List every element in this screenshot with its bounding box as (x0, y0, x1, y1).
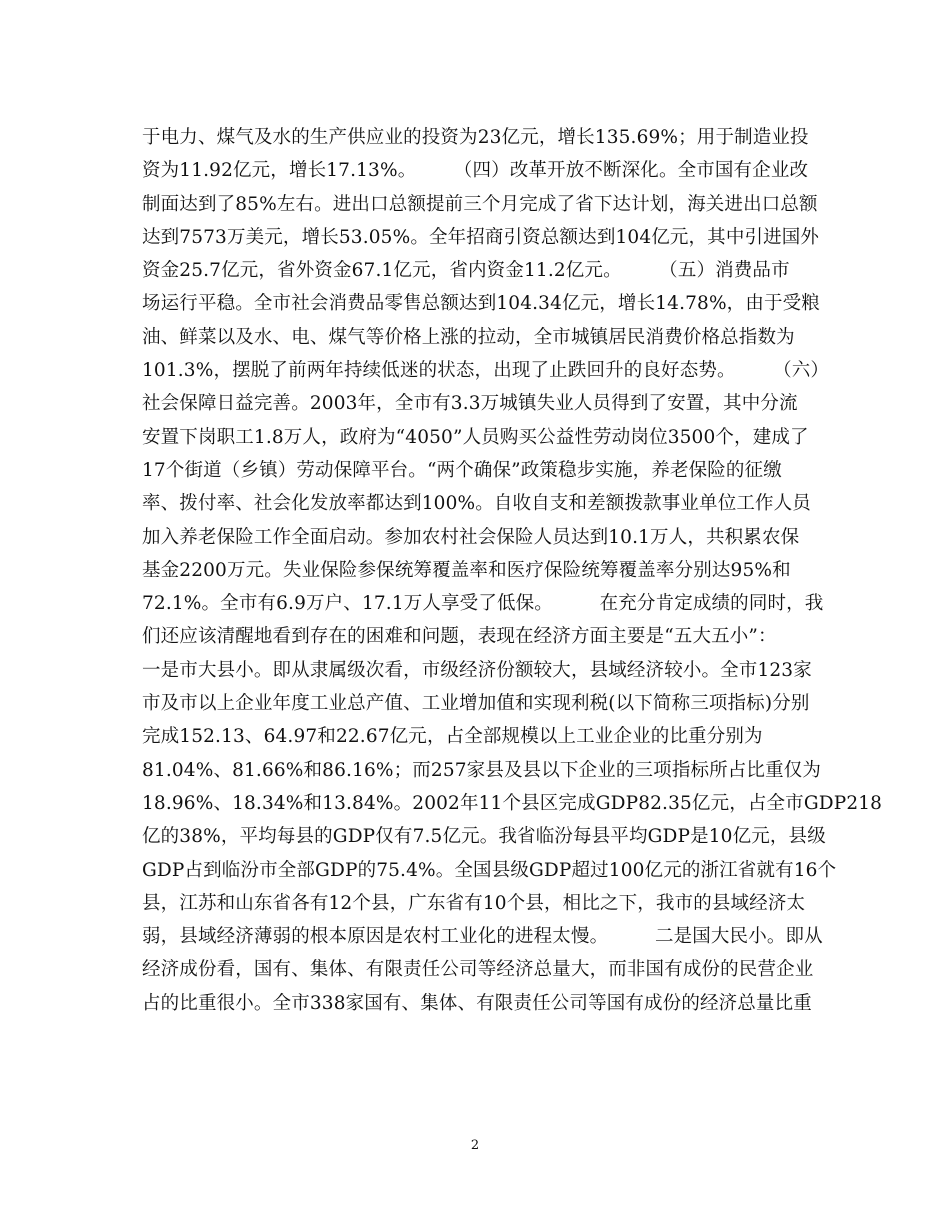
text-line: 油、鲜菜以及水、电、煤气等价格上涨的拉动，全市城镇居民消费价格总指数为 (142, 326, 795, 348)
text-line: 们还应该清醒地看到存在的困难和问题，表现在经济方面主要是“五大五小”： (142, 626, 777, 648)
body-text (142, 121, 883, 1020)
text-line: 81.04%、81.66%和86.16%；而257家县及县以下企业的三项指标所占比重仅为 (142, 759, 822, 781)
text-line: 资为11.92亿元，增长17.13%。 （四）改革开放不断深化。全市国有企业改 (142, 160, 809, 182)
text-line: 制面达到了85%左右。进出口总额提前三个月完成了省下达计划，海关进出口总额 (142, 193, 818, 215)
text-line: 安置下岗职工1.8万人，政府为“4050”人员购买公益性劳动岗位3500个，建成了 (142, 426, 809, 448)
text-line: 亿的38%，平均每县的GDP仅有7.5亿元。我省临汾每县平均GDP是10亿元，县级 (142, 826, 826, 848)
text-line: 加入养老保险工作全面启动。参加农村社会保险人员达到10.1万人，共积累农保 (142, 526, 800, 548)
text-line: 占的比重很小。全市338家国有、集体、有限责任公司等国有成份的经济总量比重 (142, 992, 812, 1014)
text-line: 县，江苏和山东省各有12个县，广东省有10个县，相比之下，我市的县域经济太 (142, 892, 806, 914)
text-line: 市及市以上企业年度工业总产值、工业增加值和实现利税(以下简称三项指标)分别 (142, 693, 810, 715)
text-line: 场运行平稳。全市社会消费品零售总额达到104.34亿元，增长14.78%，由于受粮 (142, 293, 820, 315)
page-number: 2 (470, 1138, 480, 1153)
text-line: 达到7573万美元，增长53.05%。全年招商引资总额达到104亿元，其中引进国外 (142, 226, 820, 248)
text-line: 17个街道（乡镇）劳动保障平台。“两个确保”政策稳步实施，养老保险的征缴 (142, 459, 782, 481)
text-line: 率、拨付率、社会化发放率都达到100%。自收自支和差额拨款事业单位工作人员 (142, 493, 811, 515)
text-line: 72.1%。全市有6.9万户、17.1万人享受了低保。 在充分肯定成绩的同时，我 (142, 593, 824, 615)
text-line: 一是市大县小。即从隶属级次看，市级经济份额较大，县域经济较小。全市123家 (142, 659, 812, 681)
text-line: 18.96%、18.34%和13.84%。2002年11个县区完成GDP82.35亿元，占全市GDP218 (142, 792, 883, 814)
text-line: 于电力、煤气及水的生产供应业的投资为23亿元，增长135.69%；用于制造业投 (142, 127, 809, 148)
text-line: 完成152.13、64.97和22.67亿元，占全部规模以上工业企业的比重分别为 (142, 726, 763, 748)
text-line: 基金2200万元。失业保险参保统筹覆盖率和医疗保险统筹覆盖率分别达95%和 (142, 559, 791, 581)
text-line: 101.3%，摆脱了前两年持续低迷的状态，出现了止跌回升的良好态势。 （六） (142, 360, 830, 382)
text-line: GDP占到临汾市全部GDP的75.4%。全国县级GDP超过100亿元的浙江省就有16个 (142, 859, 837, 881)
text-line: 弱，县域经济薄弱的根本原因是农村工业化的进程太慢。 二是国大民小。即从 (142, 926, 823, 948)
text-line: 经济成份看，国有、集体、有限责任公司等经济总量大，而非国有成份的民营企业 (142, 959, 814, 981)
text-line: 资金25.7亿元，省外资金67.1亿元，省内资金11.2亿元。 （五）消费品市 (142, 260, 790, 282)
text-line: 社会保障日益完善。2003年，全市有3.3万城镇失业人员得到了安置，其中分流 (142, 393, 798, 415)
